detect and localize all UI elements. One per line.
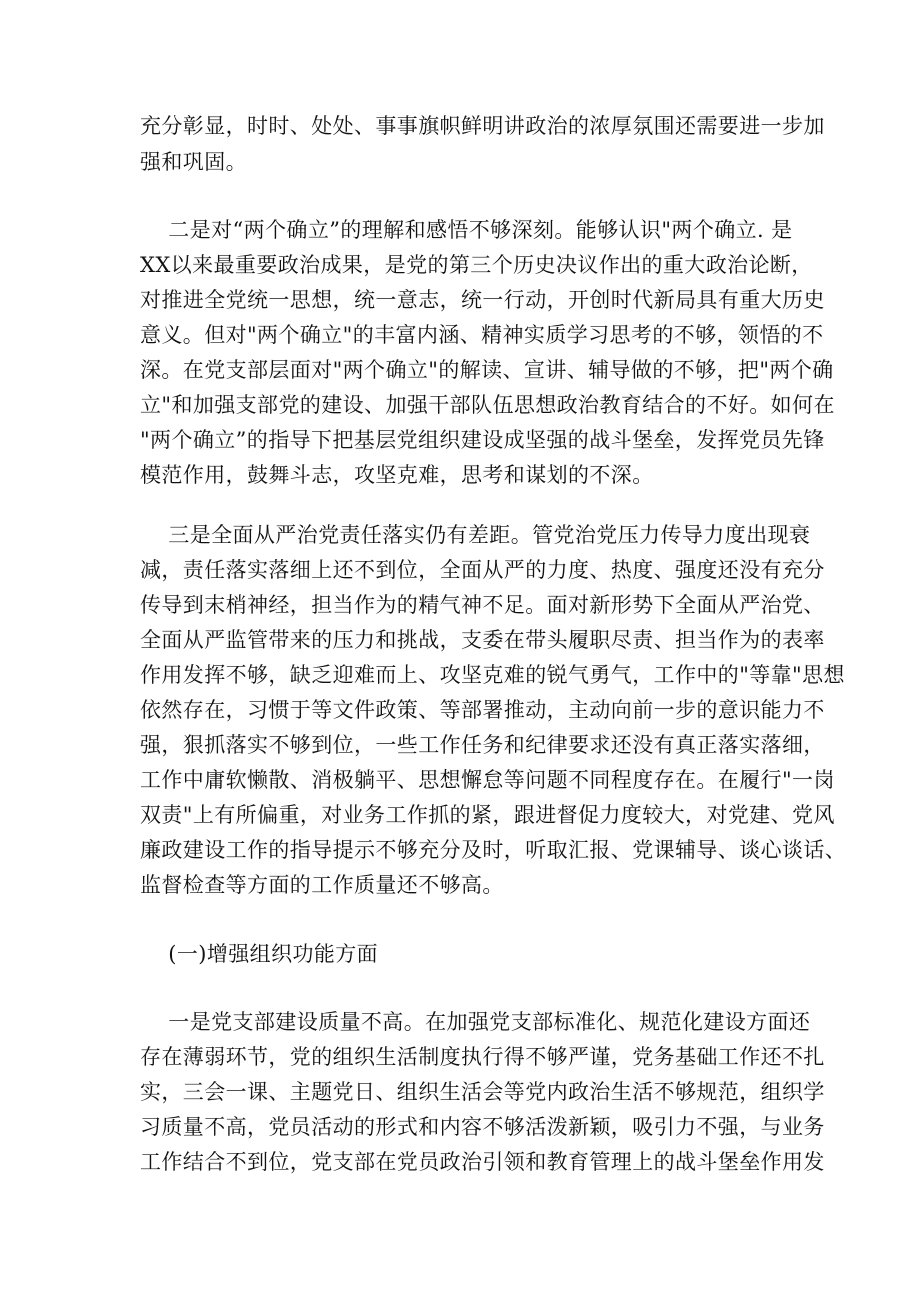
text-line: 三是全面从严治党责任落实仍有差距。管党治党压力传导力度出现衰 bbox=[140, 523, 811, 547]
text-line: 作用发挥不够，缺乏迎难而上、攻坚克难的锐气勇气，工作中的"等靠"思想 bbox=[140, 663, 845, 687]
text-line: 二是对“两个确立”的理解和感悟不够深刻。能够认识"两个确立. 是 bbox=[140, 218, 793, 242]
text-line: 习质量不高，党员活动的形式和内容不够活泼新颖，吸引力不强，与业务 bbox=[140, 1115, 825, 1139]
text-line: 双责"上有所偏重，对业务工作抓的紧，跟进督促力度较大，对党建、党风 bbox=[140, 803, 835, 827]
text-line: 模范作用，鼓舞斗志，攻坚克难，思考和谋划的不深。 bbox=[140, 463, 654, 487]
text-line: 依然存在，习惯于等文件政策、等部署推动，主动向前一步的意识能力不 bbox=[140, 698, 825, 722]
text-line: 监督检查等方面的工作质量还不够高。 bbox=[140, 873, 504, 897]
text-line: 强，狠抓落实不够到位，一些工作任务和纪律要求还没有真正落实落细， bbox=[140, 733, 825, 757]
text-line: 廉政建设工作的指导提示不够充分及时，听取汇报、党课辅导、谈心谈话、 bbox=[140, 838, 847, 862]
text-line: 存在薄弱环节，党的组织生活制度执行得不够严谨，党务基础工作还不扎 bbox=[140, 1045, 825, 1069]
text-line: 工作结合不到位，党支部在党员政治引领和教育管理上的战斗堡垒作用发 bbox=[140, 1150, 825, 1174]
text-line: 减，责任落实落细上还不到位，全面从严的力度、热度、强度还没有充分 bbox=[140, 558, 825, 582]
text-line: 立"和加强支部党的建设、加强干部队伍思想政治教育结合的不好。如何在 bbox=[140, 393, 835, 417]
text-line: (一)增强组织功能方面 bbox=[140, 942, 379, 966]
text-line: 强和巩固。 bbox=[140, 150, 247, 174]
text-line: 一是党支部建设质量不高。在加强党支部标准化、规范化建设方面还 bbox=[140, 1010, 811, 1034]
text-line: "两个确立”的指导下把基层党组织建设成坚强的战斗堡垒，发挥党员先锋 bbox=[140, 428, 825, 452]
text-line: XX以来最重要政治成果，是党的第三个历史决议作出的重大政治论断， bbox=[140, 253, 813, 277]
text-line: 充分彰显，时时、处处、事事旗帜鲜明讲政治的浓厚氛围还需要进一步加 bbox=[140, 114, 825, 138]
text-line: 深。在党支部层面对"两个确立"的解读、宣讲、辅导做的不够，把"两个确 bbox=[140, 358, 834, 382]
text-line: 实，三会一课、主题党日、组织生活会等党内政治生活不够规范，组织学 bbox=[140, 1080, 825, 1104]
text-line: 全面从严监管带来的压力和挑战，支委在带头履职尽责、担当作为的表率 bbox=[140, 628, 825, 652]
text-line: 工作中庸软懒散、消极躺平、思想懈怠等问题不同程度存在。在履行"一岗 bbox=[140, 768, 835, 792]
text-line: 对推进全党统一思想，统一意志，统一行动，开创时代新局具有重大历史 bbox=[140, 288, 825, 312]
text-line: 意义。但对"两个确立"的丰富内涵、精神实质学习思考的不够，领悟的不 bbox=[140, 323, 824, 347]
text-line: 传导到末梢神经，担当作为的精气神不足。面对新形势下全面从严治党、 bbox=[140, 593, 825, 617]
